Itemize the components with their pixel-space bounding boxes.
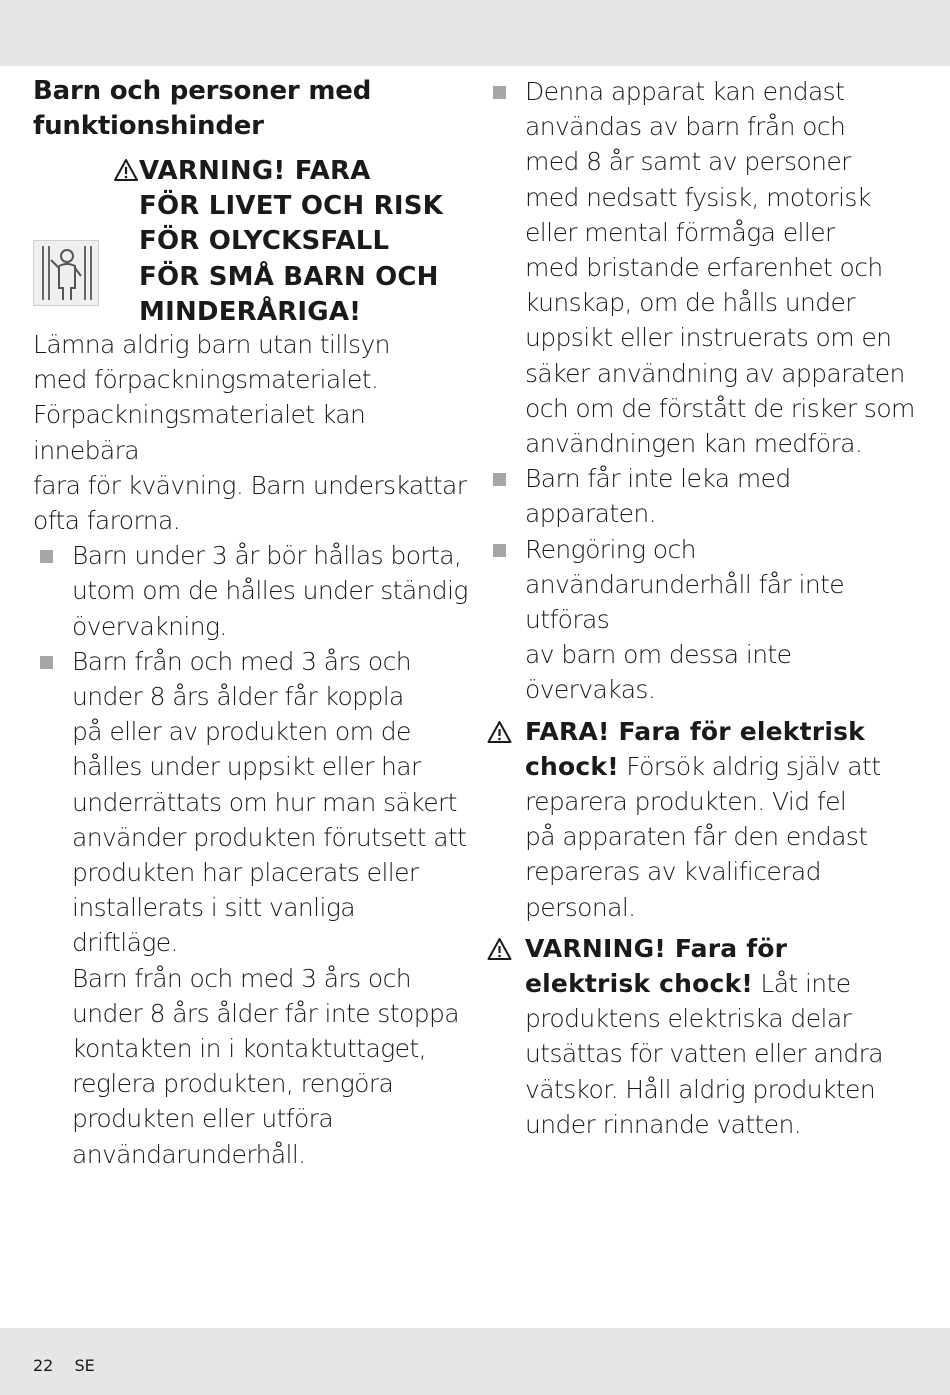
text-line: utom om de hålles under ständig: [72, 576, 468, 606]
bullet-square-icon: [493, 473, 506, 486]
warning-bold-text: chock!: [525, 751, 619, 781]
text-line: repareras av kvalificerad: [525, 857, 821, 887]
section-heading-text: Barn och personer med funktionshinder: [33, 76, 372, 141]
bullet-square-icon: [493, 544, 506, 557]
text-line: produkten eller utföra: [72, 1104, 334, 1134]
child-warning-title: [139, 154, 443, 330]
text-line: användningen kan medföra.: [525, 429, 863, 459]
bullet-square-icon: [493, 86, 506, 99]
text-line: med nedsatt fysisk, motorisk: [525, 182, 871, 212]
bullet-item: [33, 644, 468, 1172]
text-line: och om de förstått de risker som: [525, 393, 915, 423]
warning-line: FÖR OLYCKSFALL: [139, 226, 390, 257]
text-line: av barn om dessa inte övervakas.: [525, 640, 792, 705]
text-line: hålles under uppsikt eller har: [72, 752, 421, 782]
left-column: [33, 74, 468, 1172]
child-safety-icon: [33, 240, 99, 306]
text-line: ofta farorna.: [33, 506, 181, 536]
warning-bold-text: FARA! Fara för elektrisk: [525, 716, 865, 746]
text-line: Barn från och med 3 års och: [72, 646, 412, 676]
text-line: Barn under 3 år bör hållas borta,: [72, 541, 462, 571]
text-line: med förpackningsmaterialet.: [33, 365, 379, 395]
text-line: personal.: [525, 892, 636, 922]
intro-paragraph: [33, 327, 468, 538]
text-line: installerats i sitt vanliga driftläge.: [72, 893, 355, 958]
electric-shock-warning: [486, 714, 926, 925]
right-column: [486, 74, 926, 1142]
text-line: under rinnande vatten.: [525, 1109, 802, 1139]
text-line: Försök aldrig själv att: [618, 751, 881, 781]
text-line: under 8 års ålder får inte stoppa: [72, 998, 459, 1028]
bullet-square-icon: [40, 656, 53, 669]
text-line: användarunderhåll.: [72, 1139, 306, 1169]
text-line: underrättats om hur man säkert: [72, 787, 457, 817]
text-line: produktens elektriska delar: [525, 1004, 852, 1034]
text-line: reglera produkten, rengöra: [72, 1069, 394, 1099]
text-line: produkten har placerats eller: [72, 858, 419, 888]
text-line: uppsikt eller instruerats om en: [525, 323, 892, 353]
text-line: Barn från och med 3 års och: [72, 963, 412, 993]
text-line: övervakning.: [72, 611, 227, 641]
text-line: användas av barn från och: [525, 112, 846, 142]
text-line: utsättas för vatten eller andra: [525, 1039, 884, 1069]
bottom-band: [0, 1328, 950, 1395]
warning-line: VARNING! FARA: [139, 156, 371, 186]
page-number: 22: [33, 1356, 54, 1375]
text-line: eller mental förmåga eller: [525, 217, 835, 247]
text-line: Barn får inte leka med apparaten.: [525, 464, 791, 529]
text-line: med bristande erfarenhet och: [525, 253, 883, 283]
text-line: med 8 år samt av personer: [525, 147, 851, 177]
warning-line: FÖR LIVET OCH RISK: [139, 191, 444, 222]
text-line: reparera produkten. Vid fel: [525, 787, 847, 817]
water-warning: [486, 931, 926, 1142]
warning-bold-text: VARNING! Fara för: [525, 933, 788, 963]
warning-triangle-icon: [113, 158, 139, 182]
text-line: Låt inte: [753, 969, 851, 999]
warning-triangle-icon: [486, 937, 513, 961]
warning-triangle-icon: [486, 720, 513, 744]
bullet-item: [486, 461, 926, 531]
bullet-item: [33, 538, 468, 644]
warning-line: FÖR SMÅ BARN OCH: [139, 261, 439, 292]
text-line: Förpackningsmaterialet kan innebära: [33, 400, 366, 465]
warning-bold-text: elektrisk chock!: [525, 969, 754, 999]
bullet-square-icon: [40, 550, 53, 563]
text-line: säker användning av apparaten: [525, 358, 905, 388]
text-line: använder produkten förutsett att: [72, 822, 467, 852]
text-line: på eller av produkten om de: [72, 717, 411, 747]
text-line: under 8 års ålder får koppla: [72, 682, 404, 712]
section-heading: [33, 74, 468, 144]
warning-line: MINDERÅRIGA!: [139, 296, 362, 327]
text-line: vätskor. Håll aldrig produkten: [525, 1074, 876, 1104]
top-band: [0, 0, 950, 66]
text-line: fara för kvävning. Barn underskattar: [33, 470, 467, 500]
language-code: SE: [74, 1356, 95, 1375]
bullet-item: [486, 74, 926, 461]
text-line: Lämna aldrig barn utan tillsyn: [33, 330, 390, 359]
child-warning-block: [33, 154, 468, 327]
text-line: på apparaten får den endast: [525, 822, 868, 852]
bullet-item: [486, 532, 926, 708]
page-footer: [33, 1356, 111, 1375]
text-line: kontakten in i kontaktuttaget,: [72, 1034, 426, 1064]
text-line: Rengöring och: [525, 534, 696, 564]
text-line: kunskap, om de hålls under: [525, 288, 855, 318]
text-line: Denna apparat kan endast: [525, 77, 845, 106]
text-line: användarunderhåll får inte utföras: [525, 569, 845, 635]
